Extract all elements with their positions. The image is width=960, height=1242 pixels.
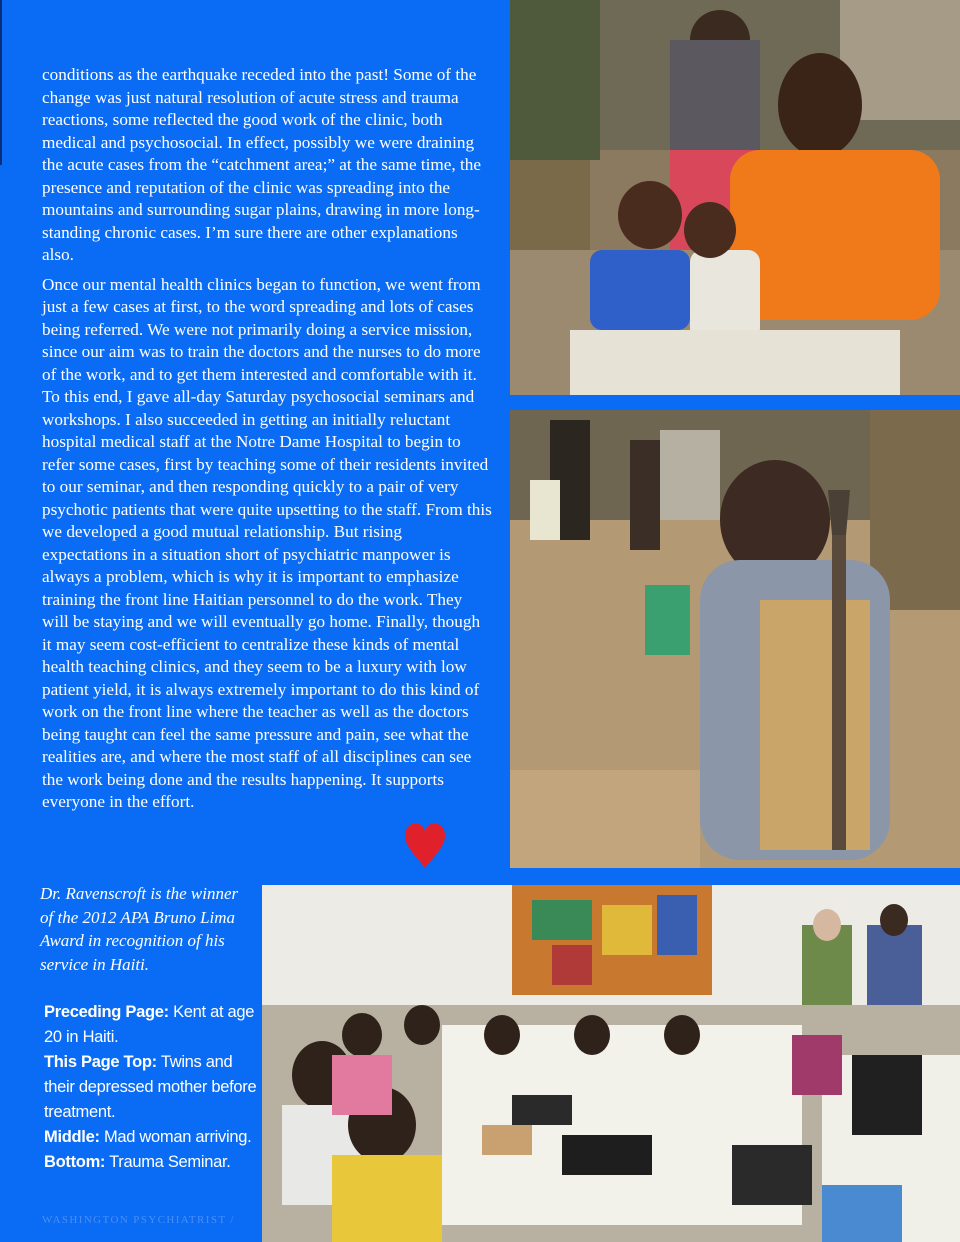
photo-woman-arriving (510, 410, 960, 868)
caption-label: Middle: (44, 1128, 100, 1146)
caption-text: Trauma Seminar. (105, 1153, 231, 1171)
caption-preceding-page (44, 1000, 259, 1050)
photo-trauma-seminar (262, 885, 960, 1242)
left-edge-rule (0, 0, 2, 165)
caption-text: Twins and their depressed mother before treatment. (44, 1053, 257, 1121)
author-bio: Dr. Ravenscroft is the winner of the 2012 APA Bruno Lima Award in recognition of his service in Haiti. (40, 884, 239, 974)
heart-icon (402, 820, 448, 870)
page-footer: WASHINGTON PSYCHIATRIST / (42, 1214, 235, 1226)
caption-label: Preceding Page: (44, 1003, 169, 1021)
photo-mother-with-twins (510, 0, 960, 395)
caption-text: Kent at age 20 in Haiti. (44, 1003, 255, 1046)
article-body (42, 64, 492, 821)
caption-middle (44, 1125, 259, 1150)
caption-this-page-top (44, 1050, 259, 1125)
caption-label: This Page Top: (44, 1053, 157, 1071)
article-paragraph-1: conditions as the earthquake receded into the past! Some of the change was just natural resolution of acute stress and trauma reactions, some reflected the good work of the clinic, both medical and psychosocial. In effect, possibly we were draining the acute cases from the “catchment area;” at the same time, the presence and reputation of the clinic was spreading into the mountains and surrounding sugar plains, drawing in more long-standing chronic cases. I’m sure there are other explanations also. (42, 65, 482, 264)
caption-text: Mad woman arriving. (99, 1128, 252, 1146)
caption-bottom (44, 1150, 259, 1175)
photo-captions (44, 1000, 259, 1175)
caption-label: Bottom: (44, 1153, 106, 1171)
article-paragraph-2: Once our mental health clinics began to function, we went from just a few cases at first, to the word spreading and lots of cases being referred. We were not primarily doing a service mission, since our aim was to train the doctors and the nurses to do more of the work, and to get them interested and comfortable with it. To this end, I gave all-day Saturday psychosocial seminars and workshops. I also succeeded in getting an initially reluctant hospital medical staff at the Notre Dame Hospital to begin to refer some cases, first by teaching some of their residents invited to our seminar, and then responding quickly to a pair of very psychotic patients that were quite upsetting to the staff. From this we developed a good mutual relationship. But rising expectations in a situation short of psychiatric manpower is always a problem, which is why it is important to emphasize training the front line Haitian personnel to do the work. They will be staying and we will eventually go home. Finally, though it may seem cost-efficient to centralize these kinds of mental health teaching clinics, and they seem to be a luxury with low patient yield, it is always extremely important to do this kind of work on the front line where the teacher as well as the doctors being taught can feel the same pressure and pain, see what the realities are, and where the most staff of all disciplines can see the work being done and the results happening. It supports everyone in the effort. (42, 274, 492, 811)
